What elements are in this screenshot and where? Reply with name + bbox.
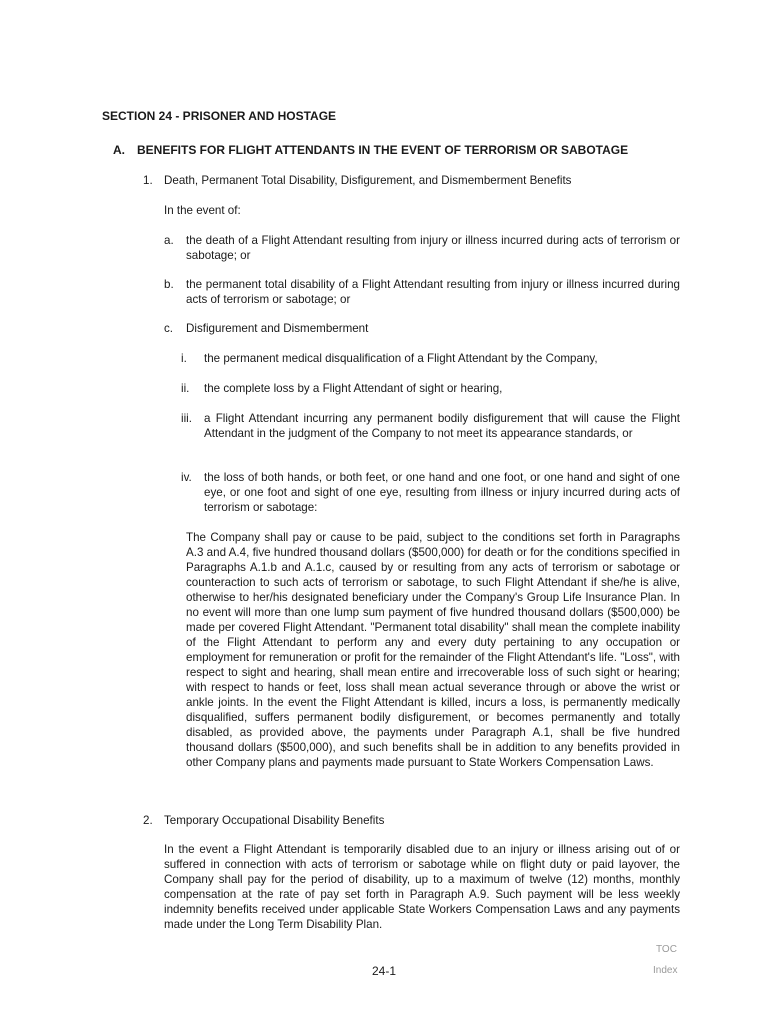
item-a-marker: a.	[164, 234, 174, 247]
item-b-marker: b.	[164, 278, 174, 291]
item-b-text: the permanent total disability of a Flight Attendant resulting from injury or illness incurred during acts of terrorism or sabotage; or	[186, 278, 680, 306]
item-c-text: Disfigurement and Dismemberment	[186, 322, 369, 335]
item-c-iii-text: a Flight Attendant incurring any permanent bodily disfigurement that will cause the Flight Attendant in the judgment of the Company to not meet its appearance standards, or	[204, 412, 680, 440]
item-1-intro: In the event of:	[164, 204, 241, 217]
item-1-title: Death, Permanent Total Disability, Disfigurement, and Dismemberment Benefits	[164, 174, 572, 187]
item-1-number: 1.	[143, 174, 153, 187]
page-number: 24-1	[372, 964, 397, 978]
item-2-title: Temporary Occupational Disability Benefits	[164, 814, 385, 827]
item-c-iv-text: the loss of both hands, or both feet, or one hand and one foot, or one hand and sight of one eye, or one foot and sight of one eye, resulting from illness or injury incurred during acts of terrorism or sabotage:	[204, 471, 680, 514]
item-2-body: In the event a Flight Attendant is temporarily disabled due to an injury or illness arising out of or suffered in connection with acts of terrorism or sabotage while on flight duty or paid layover, the Company shall pay for the period of disability, up to a maximum of twelve (12) months, monthly compensation at the rate of pay set forth in Paragraph A.9. Such payment will be less weekly indemnity benefits received under applicable State Workers Compensation Laws and any payments made under the Long Term Disability Plan.	[164, 843, 680, 931]
toc-link[interactable]: TOC	[656, 944, 677, 955]
item-a-text: the death of a Flight Attendant resulting from injury or illness incurred during acts of terrorism or sabotage; or	[186, 234, 680, 262]
item-c-ii-text: the complete loss by a Flight Attendant of sight or hearing,	[204, 382, 503, 395]
subsection-marker: A.	[113, 143, 125, 157]
item-c-iv-marker: iv.	[181, 471, 192, 484]
item-c-iii-marker: iii.	[181, 412, 192, 425]
section-title: SECTION 24 - PRISONER AND HOSTAGE	[102, 109, 337, 123]
item-1-body: The Company shall pay or cause to be paid, subject to the conditions set forth in Paragraphs A.3 and A.4, five hundred thousand dollars ($500,000) for death or for the conditions specified in Paragraphs A.1.b and A.1.c, caused by or resulting from any acts of terrorism or sabotage or counteraction to such acts of terrorism or sabotage, to such Flight Attendant if she/he is alive, otherwise to her/his designated beneficiary under the Company's Group Life Insurance Plan. In no event will more than one lump sum payment of five hundred thousand dollars ($500,000) be made per covered Flight Attendant. "Permanent total disability" shall mean the complete inability of the Flight Attendant to perform any and every duty pertaining to any occupation or employment for remuneration or profit for the remainder of the Flight Attendant's life. "Loss", with respect to sight and hearing, shall mean entire and irrecoverable loss of such sight or hearing; with respect to hands or feet, loss shall mean actual severance through or above the wrist or ankle joints. In the event the Flight Attendant is killed, incurs a loss, is permanently medically disqualified, suffers permanent bodily disfigurement, or becomes permanently and totally disabled, as provided above, the payments under Paragraph A.1, shall be five hundred thousand dollars ($500,000), and such benefits shall be in addition to any benefits provided in other Company plans and payments made pursuant to State Workers Compensation Laws.	[186, 531, 680, 769]
item-c-ii-marker: ii.	[181, 382, 190, 395]
item-c-i-marker: i.	[181, 352, 187, 365]
subsection-title: BENEFITS FOR FLIGHT ATTENDANTS IN THE EVENT OF TERRORISM OR SABOTAGE	[137, 143, 629, 157]
item-c-marker: c.	[164, 322, 174, 335]
item-c-i-text: the permanent medical disqualification of a Flight Attendant by the Company,	[204, 352, 598, 365]
item-2-number: 2.	[143, 814, 153, 827]
index-link[interactable]: Index	[653, 965, 678, 976]
